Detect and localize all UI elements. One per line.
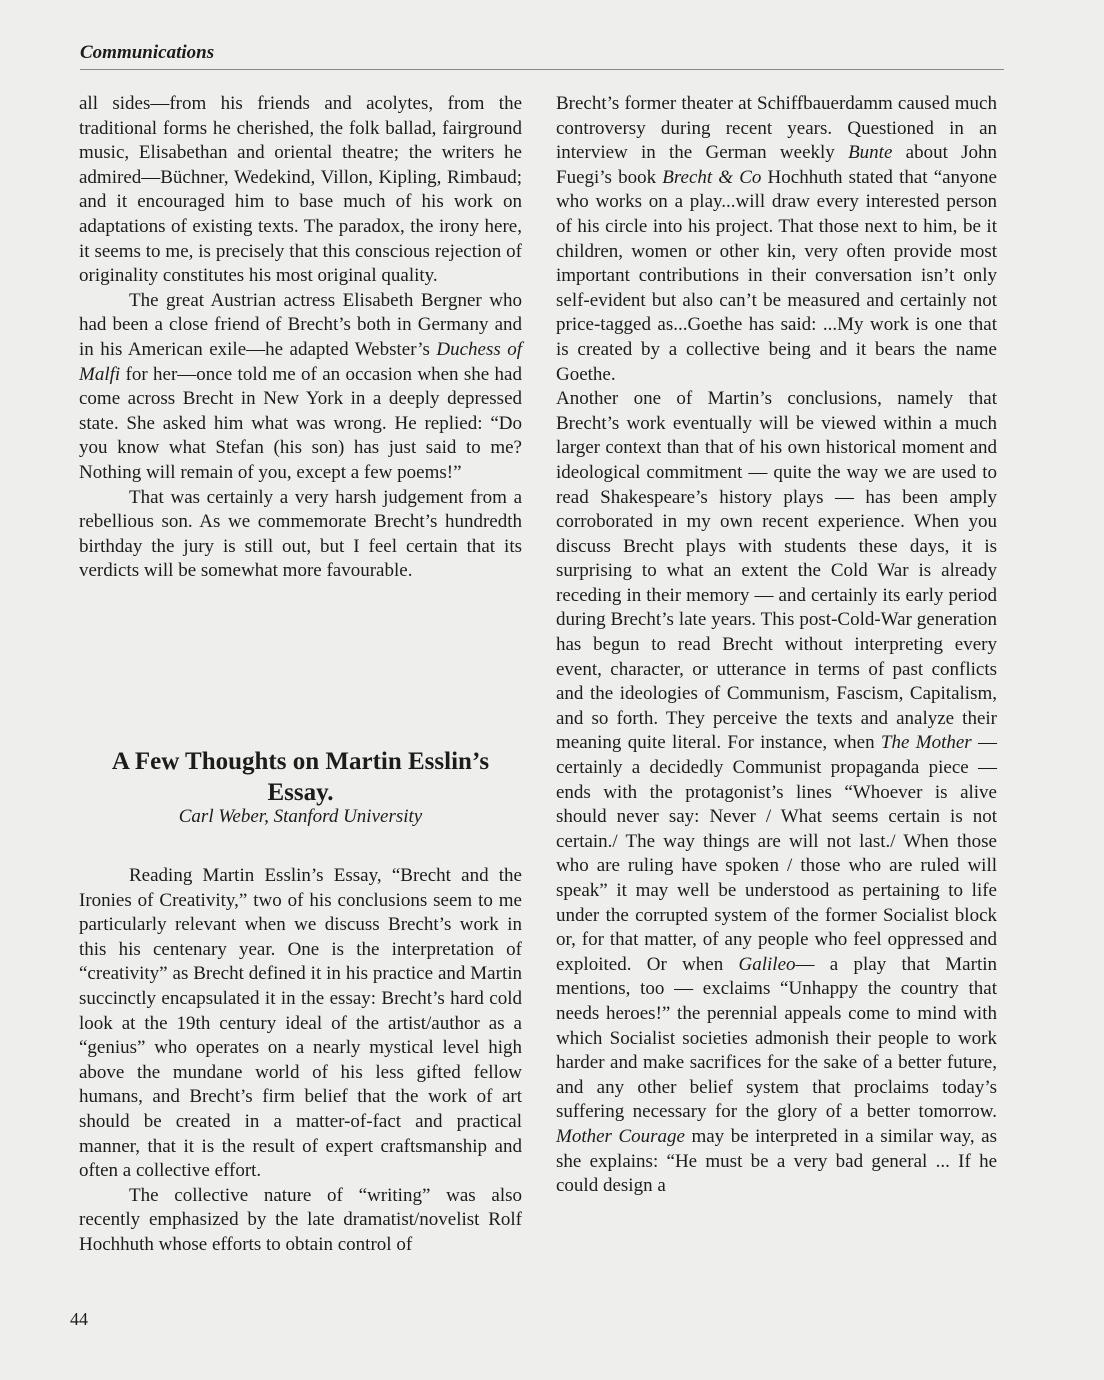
- duchess-of-malfi-title: Duchess of Malfi: [79, 338, 522, 385]
- header-rule: [80, 69, 1004, 70]
- right-column: [556, 92, 997, 1199]
- section-header: Communications: [80, 42, 215, 63]
- bunte-title: Bunte: [848, 142, 893, 164]
- galileo-title: Galileo: [738, 953, 796, 975]
- the-mother-title: The Mother: [880, 732, 972, 754]
- left-paragraph-bergner: The great Austrian actress Elisabeth Bergner who had been a close friend of Brecht’s both in Germany and in his American exile—he adapted Webster’s Duchess of Malfi for her—once told me of an occasion when she had come across Brecht in New York in a deeply depressed state. She asked him what was wrong. He replied: “Do you know what Stefan (his son) has just said to me? Nothing will remain of you, except a few poems!”: [79, 289, 522, 483]
- right-paragraph-2: Another one of Martin’s conclusions, namely that Brecht’s work eventually will be viewed within a much larger context than that of his own historical moment and ideological commitment — quite the way we are used to read Shakespeare’s history plays — has been amply corroborated in my own recent experience. When you discuss Brecht plays with students these days, it is surprising to what an extent the Cold War is already receding in their memory — and certainly its early period during Brecht’s late years. This post-Cold-War generation has begun to read Brecht without interpreting every event, character, or utterance in terms of past conflicts and the ideologies of Communism, Fascism, Capitalism, and so forth. They perceive the texts and analyze their meaning quite literal. For instance, when The Mother — certainly a decidedly Communist propaganda piece — ends with the protagonist’s lines “Whoever is alive should never say: Never / What seems certain is not certain./ The way things are will not last./ When those who are ruling have spoken / those who are ruled will speak” it may well be understood as pertaining to life under the corrupted system of the former Socialist block or, for that matter, of any people who feel oppressed and exploited. Or when Galileo— a play that Martin mentions, too — exclaims “Unhappy the country that needs heroes!” the perennial appeals come to mind with which Socialist societies admonish their people to work harder and make sacrifices for the sake of a better future, and any other belief system that proclaims today’s suffering necessary for the glory of a better tomorrow. Mother Courage may be interpreted in a similar way, as she explains: “He must be a very bad general ... If he could design a: [556, 388, 997, 1197]
- mother-courage-title: Mother Courage: [556, 1125, 685, 1147]
- brecht-and-co-title: Brecht & Co: [662, 166, 762, 188]
- right-paragraph-1: Brecht’s former theater at Schiffbauerdamm caused much controversy during recent years. Questioned in an interview in the German weekly Bunte about John Fuegi’s book Brecht & Co Hochhuth stated that “anyone who works on a play...will draw every interested person of his circle into his project. That those next to him, be it children, women or other kin, very often provide most important contributions in their conversation isn’t only self-evident but also can’t be measured and certainly not price-tagged as...Goethe has said: ...My work is one that is created by a collective being and it bears the name Goethe.: [556, 93, 997, 385]
- left-column: [79, 92, 522, 584]
- article-paragraph-1: Reading Martin Esslin’s Essay, “Brecht and the Ironies of Creativity,” two of his conclusions seem to me particularly relevant when we discuss Brecht’s work in this his centenary year. One is the interpretation of “creativity” as Brecht defined it in his practice and Martin succinctly encapsulated it in the essay: Brecht’s hard cold look at the 19th century ideal of the artist/author as a “genius” who operates on a nearly mystical level high above the mundane world of his less gifted fellow humans, and Brecht’s firm belief that the work of art should be created in a matter-of-fact and practical manner, that it is the result of expert craftsmanship and often a collective effort.: [79, 865, 522, 1182]
- article-paragraph-2: The collective nature of “writing” was also recently emphasized by the late dramatist/novelist Rolf Hochhuth whose efforts to obtain control of: [79, 1184, 522, 1255]
- left-paragraph-1: all sides—from his friends and acolytes, from the traditional forms he cherished, the folk ballad, fairground music, Elisabethan and oriental theatre; the writers he admired—Büchner, Wedekind, Villon, Kipling, Rimbaud; and it encouraged him to base much of his work on adaptations of existing texts. The paradox, the irony here, it seems to me, is precisely that this conscious rejection of originality constitutes his most original quality.: [79, 93, 522, 287]
- article-title: A Few Thoughts on Martin Esslin’s Essay.: [111, 748, 490, 806]
- article-body-left: [79, 864, 522, 1258]
- page-number: 44: [70, 1309, 88, 1329]
- left-paragraph-3: That was certainly a very harsh judgement from a rebellious son. As we commemorate Brecht’s hundredth birthday the jury is still out, but I feel certain that its verdicts will be somewhat more favourable.: [79, 486, 522, 582]
- article-byline: Carl Weber, Stanford University: [178, 806, 423, 827]
